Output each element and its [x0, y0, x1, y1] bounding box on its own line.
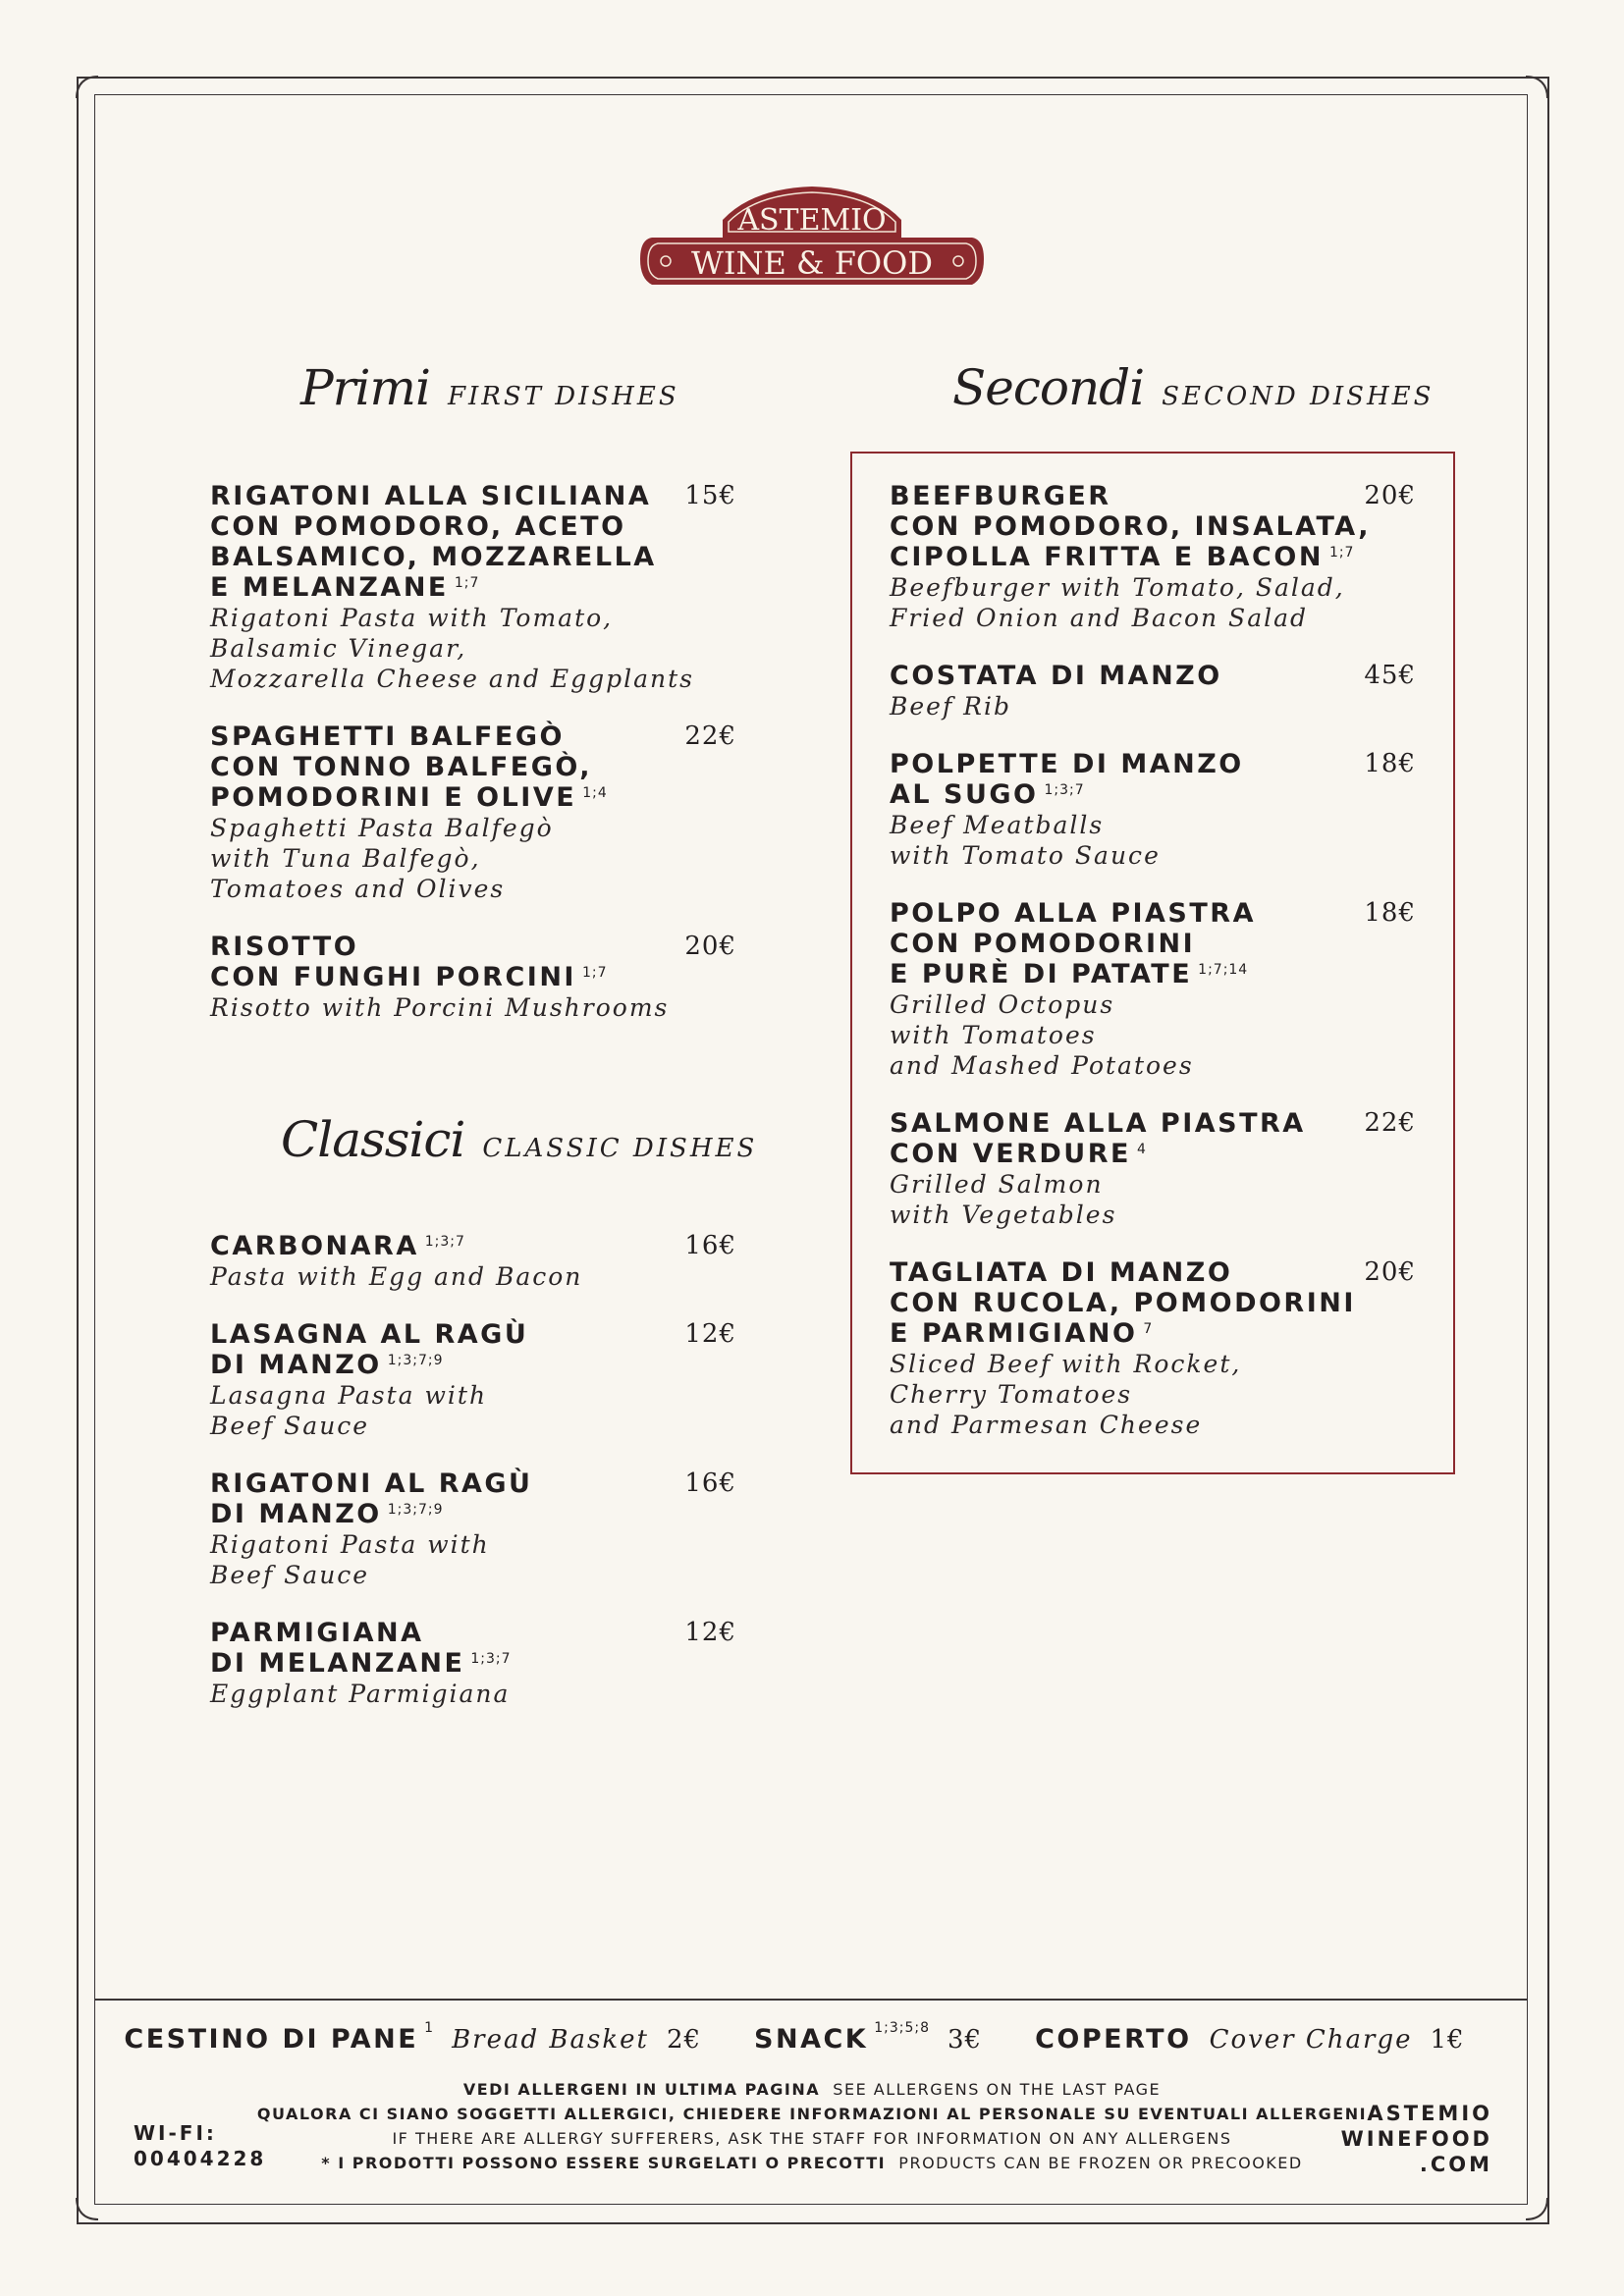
menu-item	[210, 481, 736, 694]
allergen-codes: 1;3;7;9	[387, 1353, 444, 1368]
dish-description-line: Pasta with Egg and Bacon	[210, 1262, 583, 1291]
dish-price: 16€	[684, 1468, 736, 1498]
secondi-heading	[952, 359, 1434, 416]
dish-name-line: E MELANZANE $^{1;7}$	[210, 572, 480, 603]
dish-description-line: Tomatoes and Olives	[210, 875, 506, 903]
website-line: WINEFOOD	[1340, 2127, 1492, 2151]
dish-price: 15€	[684, 481, 736, 510]
extra-description: Cover Charge	[1209, 2025, 1413, 2055]
dish-name-line: POLPETTE DI MANZO	[890, 749, 1244, 779]
dish-name-line: SALMONE ALLA PIASTRA	[890, 1108, 1306, 1139]
note-italian: QUALORA CI SIANO SOGGETTI ALLERGICI, CHIEDERE INFORMAZIONI AL PERSONALE SU EVENTUALI ALLERGENI	[256, 2105, 1368, 2123]
menu-item	[890, 661, 1416, 721]
allergen-codes: 1;3;7;9	[387, 1502, 444, 1518]
classici-heading	[281, 1111, 757, 1168]
dish-name-line: DI MANZO $^{1;3;7;9}$	[210, 1350, 444, 1380]
dish-description-line: Cherry Tomatoes	[890, 1380, 1133, 1409]
menu-item	[890, 481, 1416, 633]
extra-price: 1€	[1430, 2025, 1465, 2055]
dish-description-line: Eggplant Parmigiana	[210, 1680, 511, 1708]
menu-item	[890, 1257, 1416, 1440]
dish-name-line: CIPOLLA FRITTA E BACON $^{1;7}$	[890, 542, 1355, 572]
note-english: PRODUCTS CAN BE FROZEN OR PRECOOKED	[898, 2154, 1303, 2172]
dish-description-line: Beef Rib	[890, 692, 1011, 721]
astemio-logo	[634, 181, 990, 294]
dish-price: 18€	[1364, 898, 1416, 928]
allergen-codes: 1;7	[1328, 545, 1355, 561]
extra-price: 2€	[666, 2025, 702, 2055]
allergen-codes: 1;3;7	[470, 1651, 512, 1667]
dish-name-line: RISOTTO	[210, 932, 359, 962]
dish-name-line: PARMIGIANA	[210, 1618, 424, 1648]
extra-price: 3€	[947, 2025, 983, 2055]
dish-description-line: Mozzarella Cheese and Eggplants	[210, 665, 694, 693]
dish-name-line: CON RUCOLA, POMODORINI	[890, 1288, 1356, 1318]
menu-item	[890, 898, 1416, 1081]
note-english: IF THERE ARE ALLERGY SUFFERERS, ASK THE STAFF FOR INFORMATION ON ANY ALLERGENS	[392, 2129, 1232, 2148]
dish-description-line: Rigatoni Pasta with Tomato,	[210, 604, 614, 632]
dish-description-line: Lasagna Pasta with	[210, 1381, 488, 1410]
menu-item	[210, 1468, 736, 1590]
dish-name-line: E PARMIGIANO $^7$	[890, 1318, 1154, 1349]
dish-description-line: with Tuna Balfegò,	[210, 844, 481, 873]
secondi-list	[890, 481, 1416, 1468]
wifi-label: WI-FI:	[134, 2121, 217, 2145]
dish-name-line: CON POMODORO, ACETO	[210, 511, 626, 542]
note-italian: * I PRODOTTI POSSONO ESSERE SURGELATI O PRECOTTI	[321, 2154, 887, 2172]
dish-description-line: Beef Sauce	[210, 1561, 370, 1589]
menu-item	[210, 1618, 736, 1709]
dish-price: 20€	[1364, 481, 1416, 510]
dish-description-line: Beef Sauce	[210, 1412, 370, 1440]
website	[1341, 2101, 1492, 2177]
secondi-script-title: Secondi	[952, 359, 1145, 416]
dish-name-line: CON VERDURE $^4$	[890, 1139, 1147, 1169]
allergen-codes: 4	[1136, 1142, 1147, 1157]
allergen-codes: 1;4	[582, 785, 608, 801]
primi-list	[210, 481, 736, 1050]
footer-extras	[0, 2020, 1624, 2055]
allergen-codes: 1;3;5;8	[874, 2020, 931, 2036]
primi-english-title: FIRST DISHES	[447, 382, 679, 411]
primi-heading	[300, 359, 679, 416]
allergen-codes: 1;7	[581, 965, 608, 981]
corner-ornament-br	[1524, 2196, 1563, 2235]
dish-name-line: LASAGNA AL RAGÙ	[210, 1319, 529, 1350]
dish-description-line: with Vegetables	[890, 1201, 1117, 1229]
dish-price: 12€	[684, 1319, 736, 1349]
footer-divider	[94, 1999, 1528, 2001]
dish-name-line: DI MANZO $^{1;3;7;9}$	[210, 1499, 444, 1529]
dish-price: 22€	[1364, 1108, 1416, 1138]
dish-price: 22€	[684, 721, 736, 751]
dish-name-line: SPAGHETTI BALFEGÒ	[210, 721, 565, 752]
website-line: .COM	[1419, 2153, 1492, 2176]
dish-description-line: with Tomatoes	[890, 1021, 1097, 1049]
dish-description-line: Grilled Salmon	[890, 1170, 1104, 1199]
corner-ornament-tr	[1524, 61, 1563, 100]
dish-description-line: Risotto with Porcini Mushrooms	[210, 993, 670, 1022]
dish-description-line: Spaghetti Pasta Balfegò	[210, 814, 554, 842]
wifi-info	[134, 2120, 266, 2171]
logo-line-1: ASTEMIO	[737, 203, 887, 238]
menu-item	[210, 721, 736, 904]
dish-description-line: Balsamic Vinegar,	[210, 634, 467, 663]
dish-name-line: RIGATONI AL RAGÙ	[210, 1468, 533, 1499]
extra-name: CESTINO DI PANE $^1$	[124, 2020, 435, 2055]
extra-description: Bread Basket	[452, 2025, 649, 2055]
dish-price: 45€	[1364, 661, 1416, 690]
menu-item	[890, 749, 1416, 871]
dish-name-line: CON POMODORO, INSALATA,	[890, 511, 1371, 542]
dish-name-line: TAGLIATA DI MANZO	[890, 1257, 1233, 1288]
dish-name-line: RIGATONI ALLA SICILIANA	[210, 481, 652, 511]
allergen-codes: 1;7	[454, 575, 480, 591]
dish-description-line: Grilled Octopus	[890, 990, 1115, 1019]
classici-list	[210, 1231, 736, 1736]
note-italian: VEDI ALLERGENI IN ULTIMA PAGINA	[462, 2080, 821, 2099]
corner-ornament-tl	[61, 61, 100, 100]
dish-name-line: E PURÈ DI PATATE $^{1;7;14}$	[890, 959, 1249, 989]
dish-description-line: with Tomato Sauce	[890, 841, 1161, 870]
allergen-codes: 1;7;14	[1198, 962, 1249, 978]
dish-description-line: and Mashed Potatoes	[890, 1051, 1194, 1080]
dish-name-line: BALSAMICO, MOZZARELLA	[210, 542, 657, 572]
logo-line-2: WINE & FOOD	[690, 244, 934, 282]
dish-price: 12€	[684, 1618, 736, 1647]
menu-item	[890, 1108, 1416, 1230]
allergen-codes: 1;3;7	[1044, 782, 1085, 798]
menu-item	[210, 1319, 736, 1441]
menu-item	[210, 932, 736, 1023]
dish-name-line: CARBONARA $^{1;3;7}$	[210, 1231, 465, 1261]
dish-price: 18€	[1364, 749, 1416, 778]
wifi-password: 00404228	[134, 2147, 267, 2170]
note-english: SEE ALLERGENS ON THE LAST PAGE	[833, 2080, 1162, 2099]
dish-name-line: CON POMODORINI	[890, 929, 1196, 959]
dish-name-line: CON TONNO BALFEGÒ,	[210, 752, 593, 782]
note-line	[0, 2077, 1624, 2102]
website-line: ASTEMIO	[1367, 2102, 1492, 2125]
dish-description-line: Beef Meatballs	[890, 811, 1105, 839]
dish-name-line: POLPO ALLA PIASTRA	[890, 898, 1256, 929]
primi-script-title: Primi	[300, 359, 430, 416]
dish-name-line: AL SUGO $^{1;3;7}$	[890, 779, 1085, 810]
dish-name-line: DI MELANZANE $^{1;3;7}$	[210, 1648, 512, 1679]
menu-item	[210, 1231, 736, 1292]
classici-english-title: CLASSIC DISHES	[482, 1134, 758, 1163]
dish-name-line: BEEFBURGER	[890, 481, 1111, 511]
dish-description-line: Beefburger with Tomato, Salad,	[890, 573, 1345, 602]
dish-name-line: COSTATA DI MANZO	[890, 661, 1222, 691]
dish-name-line: POMODORINI E OLIVE $^{1;4}$	[210, 782, 608, 813]
allergen-codes: 1;3;7	[424, 1234, 465, 1250]
dish-price: 16€	[684, 1231, 736, 1260]
allergen-codes: 7	[1143, 1321, 1154, 1337]
corner-ornament-bl	[61, 2196, 100, 2235]
secondi-english-title: SECOND DISHES	[1162, 382, 1435, 411]
extra-name: COPERTO	[1035, 2024, 1192, 2055]
classici-script-title: Classici	[281, 1111, 465, 1168]
dish-price: 20€	[1364, 1257, 1416, 1287]
allergen-codes: 1	[424, 2020, 435, 2036]
dish-price: 20€	[684, 932, 736, 961]
dish-description-line: Fried Onion and Bacon Salad	[890, 604, 1308, 632]
dish-description-line: Rigatoni Pasta with	[210, 1530, 490, 1559]
extra-name: SNACK $^{1;3;5;8}$	[754, 2020, 931, 2055]
dish-description-line: and Parmesan Cheese	[890, 1411, 1203, 1439]
dish-name-line: CON FUNGHI PORCINI $^{1;7}$	[210, 962, 608, 992]
dish-description-line: Sliced Beef with Rocket,	[890, 1350, 1242, 1378]
